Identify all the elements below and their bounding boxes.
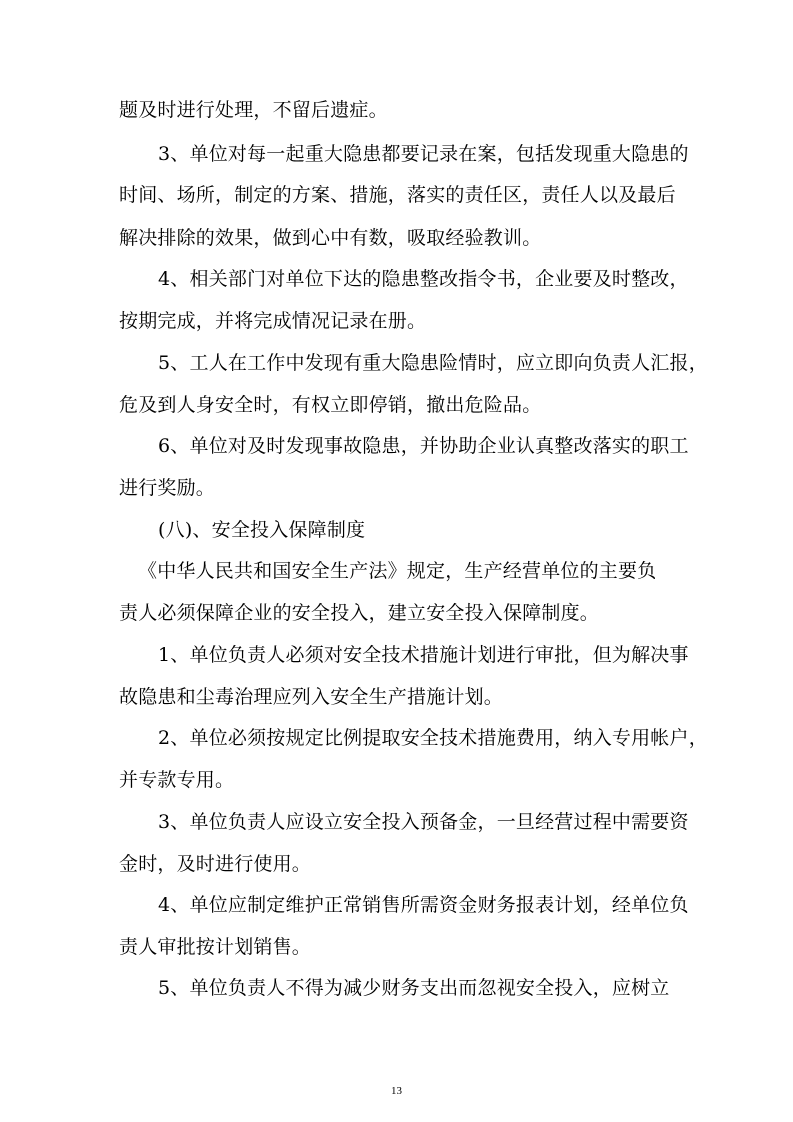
text-line: 时间、场所，制定的方案、措施，落实的责任区，责任人以及最后 bbox=[119, 184, 676, 206]
text-line: 5、单位负责人不得为减少财务支出而忽视安全投入，应树立 bbox=[158, 977, 670, 999]
text-line: 1、单位负责人必须对安全技术措施计划进行审批，但为解决事 bbox=[158, 644, 689, 666]
text-line: 4、单位应制定维护正常销售所需资金财务报表计划，经单位负 bbox=[158, 894, 689, 916]
text-line: 金时，及时进行使用。 bbox=[119, 853, 312, 875]
page-number: 13 bbox=[391, 1085, 402, 1097]
text-line: 4、相关部门对单位下达的隐患整改指令书，企业要及时整改， bbox=[158, 268, 689, 290]
text-line: 并专款专用。 bbox=[119, 769, 235, 791]
section-heading: (八)、安全投入保障制度 bbox=[158, 519, 366, 541]
text-line: 按期完成，并将完成情况记录在册。 bbox=[119, 310, 427, 332]
text-line: 故隐患和尘毒治理应列入安全生产措施计划。 bbox=[119, 686, 504, 708]
text-line: 3、单位负责人应设立安全投入预备金，一旦经营过程中需要资 bbox=[158, 811, 689, 833]
text-line: 题及时进行处理，不留后遗症。 bbox=[119, 99, 388, 121]
text-line: 进行奖励。 bbox=[119, 477, 216, 499]
text-line: 危及到人身安全时，有权立即停销，撤出危险品。 bbox=[119, 394, 542, 416]
text-line: 2、单位必须按规定比例提取安全技术措施费用，纳入专用帐户， bbox=[158, 727, 708, 749]
text-line: 6、单位对及时发现事故隐患，并协助企业认真整改落实的职工 bbox=[158, 435, 689, 457]
text-line: 3、单位对每一起重大隐患都要记录在案，包括发现重大隐患的 bbox=[158, 143, 689, 165]
text-line: 解决排除的效果，做到心中有数，吸取经验教训。 bbox=[119, 227, 542, 249]
text-line: 责人必须保障企业的安全投入，建立安全投入保障制度。 bbox=[119, 602, 600, 624]
text-line: 5、工人在工作中发现有重大隐患险情时，应立即向负责人汇报， bbox=[158, 352, 708, 374]
text-line: 责人审批按计划销售。 bbox=[119, 936, 312, 958]
text-line: 《中华人民共和国安全生产法》规定，生产经营单位的主要负 bbox=[138, 560, 657, 582]
